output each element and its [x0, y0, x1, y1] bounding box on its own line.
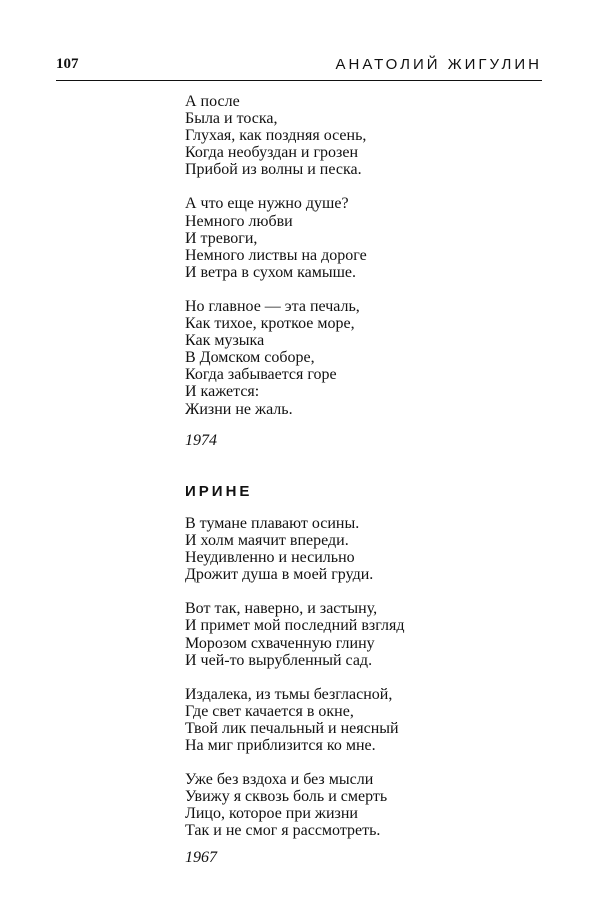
poem-line: А что еще нужно душе? — [185, 195, 349, 213]
stanza — [185, 600, 565, 668]
poem-line: Жизни не жаль. — [185, 400, 293, 418]
stanza-gap — [185, 281, 565, 298]
stanza — [185, 298, 565, 418]
poem-line: Глухая, как поздняя осень, — [185, 127, 367, 145]
stanza — [185, 195, 565, 280]
page-header — [56, 56, 542, 78]
stanza-gap — [185, 754, 565, 771]
poem-line: В тумане плавают осины. — [185, 515, 360, 532]
poem-1 — [185, 93, 565, 449]
stanza — [185, 771, 565, 839]
poem-line: На миг приблизится ко мне. — [185, 737, 376, 755]
poem-line: Так и не смог я рассмотреть. — [185, 822, 381, 840]
poem-line: Прибой из волны и песка. — [185, 161, 362, 179]
header-rule — [56, 80, 542, 81]
poem-date: 1974 — [185, 431, 217, 449]
poem-line: Немного листвы на дороге — [185, 246, 367, 264]
poem-date: 1967 — [185, 849, 217, 866]
poem-line: Неудивленно и несильно — [185, 549, 355, 567]
poem-line: Дрожит душа в моей груди. — [185, 566, 374, 584]
poem-line: Немного любви — [185, 212, 293, 230]
poem-line: Морозом схваченную глину — [185, 634, 375, 652]
stanza — [185, 515, 565, 583]
poem-line: Лицо, которое при жизни — [185, 805, 358, 823]
poem-title: ИРИНЕ — [185, 483, 253, 500]
poem-line: Но главное — эта печаль, — [185, 297, 360, 315]
stanza — [185, 686, 565, 754]
poem-line: Издалека, из тьмы безгласной, — [185, 685, 393, 703]
poem-line: Когда забывается горе — [185, 366, 337, 384]
poem-line: И холм маячит впереди. — [185, 532, 349, 550]
poem-line: Твой лик печальный и неясный — [185, 719, 399, 737]
stanza — [185, 93, 565, 178]
stanza-gap — [185, 583, 565, 600]
poem-line: Увижу я сквозь боль и смерть — [185, 788, 388, 806]
poem-line: Уже без вздоха и без мысли — [185, 771, 374, 789]
poem-line: И тревоги, — [185, 229, 258, 247]
running-head: АНАТОЛИЙ ЖИГУЛИН — [335, 56, 542, 73]
poem-line: Как музыка — [185, 332, 265, 350]
poem-line: А после — [185, 93, 240, 110]
stanza-gap — [185, 669, 565, 686]
poem-2 — [185, 515, 565, 840]
poem-line: И кажется: — [185, 383, 260, 401]
page-number: 107 — [56, 56, 79, 72]
poem-line: И чей-то вырубленный сад. — [185, 651, 373, 669]
poem-line: Была и тоска, — [185, 110, 278, 128]
poem-line: В Домском соборе, — [185, 349, 315, 367]
poem-line: Когда необуздан и грозен — [185, 144, 359, 162]
poem-line: Как тихое, кроткое море, — [185, 315, 355, 333]
poem-line: И примет мой последний взгляд — [185, 617, 405, 635]
poem-line: Вот так, наверно, и застыну, — [185, 600, 378, 618]
poem-line: Где свет качается в окне, — [185, 702, 354, 720]
stanza-gap — [185, 178, 565, 195]
poem-line: И ветра в сухом камыше. — [185, 263, 356, 281]
